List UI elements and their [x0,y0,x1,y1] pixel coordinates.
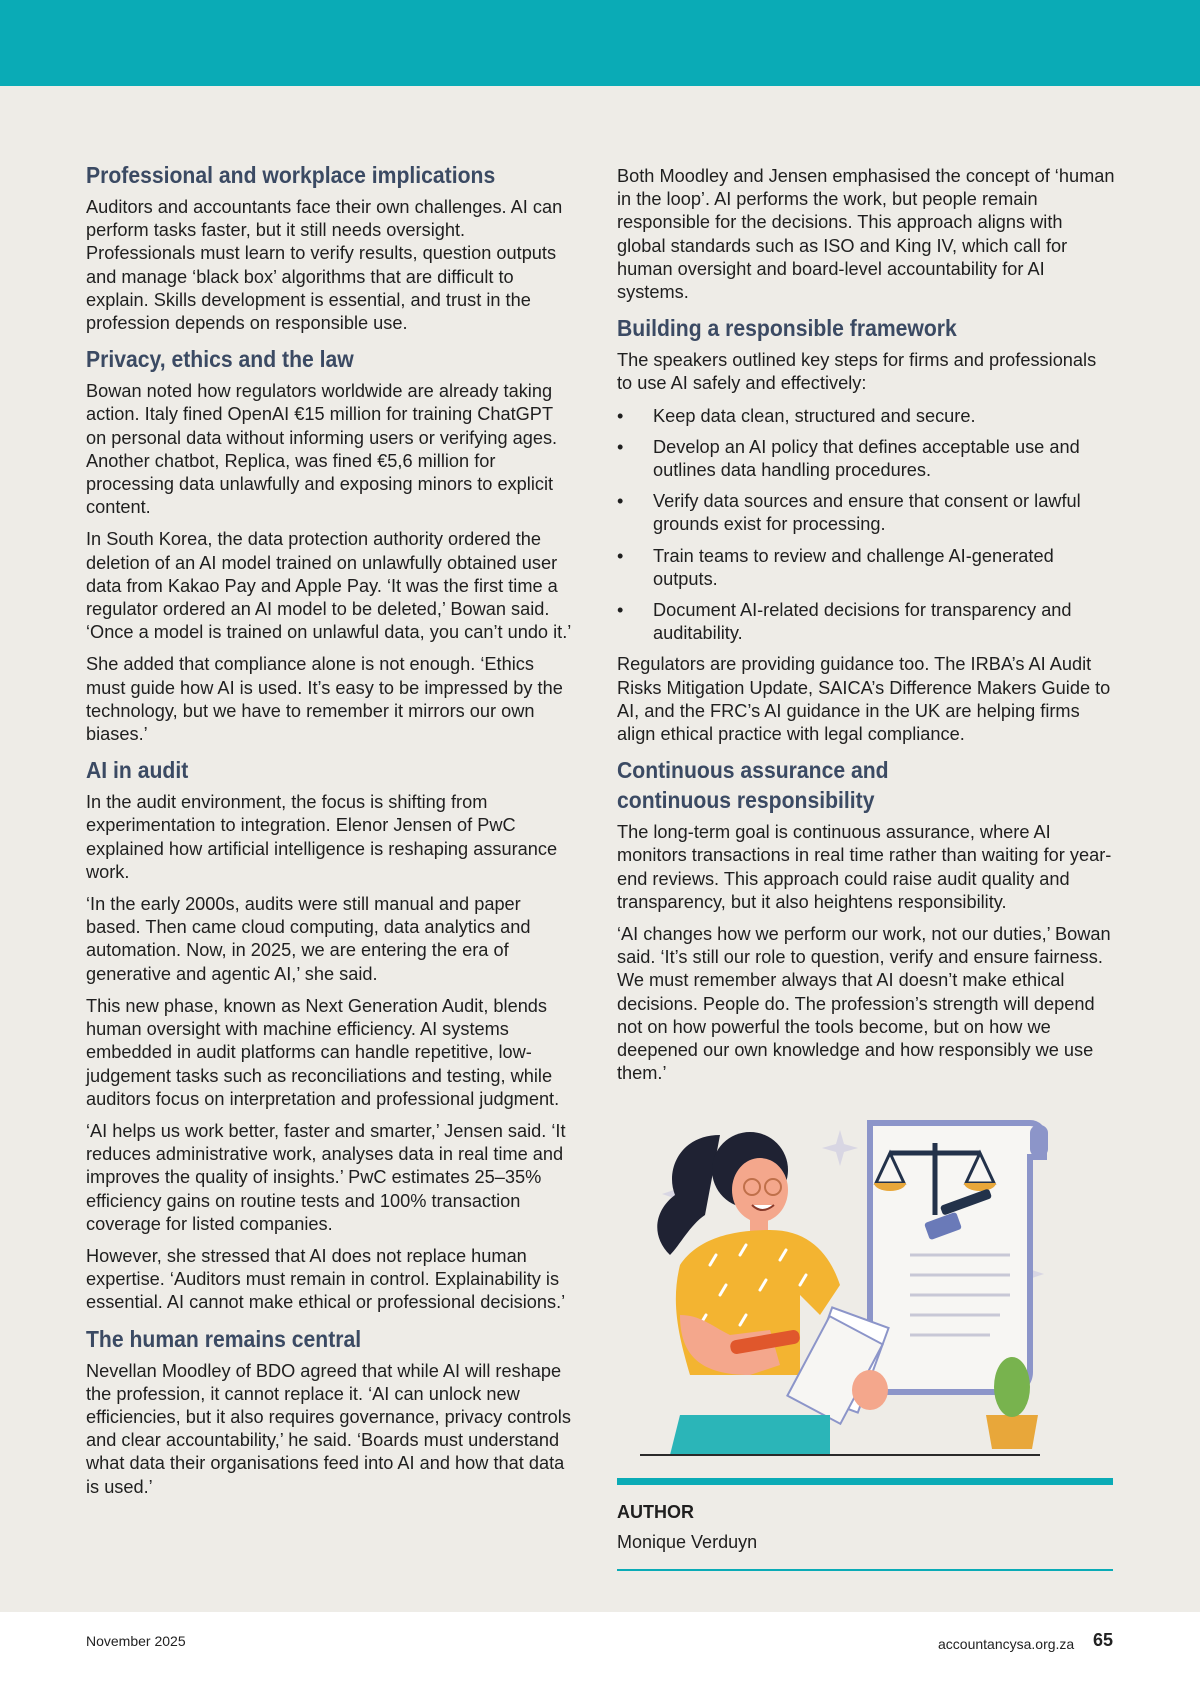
bullet-icon: • [617,600,624,621]
paragraph: The speakers outlined key steps for firms and professionals to use AI safely and effectively: [617,350,1097,394]
heading-continuous-responsibility: continuous responsibility [617,787,875,814]
paragraph: ‘AI changes how we perform our work, not our duties,’ Bowan said. ‘It’s still our role to question, verify and ensure fairness. We must remember always that AI doesn’t make ethical decisions. People do. The profession’s strength will depend not on how powerful the tools become, but on how we deepened our own knowledge and how responsibly we use them.’ [617,924,1111,1084]
paragraph: In the audit environment, the focus is shifting from experimentation to integration. Elenor Jensen of PwC explained how artificial intelligence is reshaping assurance work. [86,792,558,882]
footer-date: November 2025 [86,1633,186,1649]
heading-professional-implications: Professional and workplace implications [86,162,496,188]
author-name: Monique Verduyn [617,1532,758,1552]
heading-responsible-framework: Building a responsible framework [617,315,957,342]
paragraph: Bowan noted how regulators worldwide are already taking action. Italy fined OpenAI €15 million for training ChatGPT on personal data without informing users or verifying ages. Another chatbot, Replica, was fined €5,6 million for processing data unlawfully and exposing minors to explicit content. [86,381,558,518]
paragraph: The long-term goal is continuous assurance, where AI monitors transactions in real time rather than waiting for year-end reviews. This approach could raise audit quality and transparency, but it also heightens responsibility. [617,822,1112,912]
paragraph: ‘AI helps us work better, faster and smarter,’ Jensen said. ‘It reduces administrative work, analyses data in real time and improves the quality of insights.’ PwC estimates 25–35% efficiency gains on routine tests and 100% transaction coverage for listed companies. [86,1120,566,1234]
bullet-icon: • [617,491,624,512]
paragraph: This new phase, known as Next Generation Audit, blends human oversight with machine efficiency. AI systems embedded in audit platforms can handle repetitive, low-judgement tasks such as reconciliations and testing, while auditors focus on interpretation and professional judgment. [86,995,560,1109]
paragraph: Both Moodley and Jensen emphasised the concept of ‘human in the loop’. AI performs the work, but people remain responsible for the decisions. This approach aligns with global standards such as ISO and King IV, which call for human oversight and board-level accountability for AI systems. [617,166,1115,303]
list-item: • Keep data clean, structured and secure. [617,405,1115,428]
bullet-icon: • [617,436,624,457]
top-color-band [0,0,1200,86]
paragraph: Nevellan Moodley of BDO agreed that while AI will reshape the profession, it cannot replace it. ‘AI can unlock new efficiencies, but it also requires governance, privacy controls and clear accountability,’ he said. ‘Boards must understand what data their organisations feed into AI and how that data is used.’ [86,1360,571,1497]
author-rule-top [617,1478,1113,1485]
page-footer [0,1612,1200,1696]
list-item: • Document AI-related decisions for transparency and auditability. [617,600,1072,644]
heading-continuous-assurance: Continuous assurance and [617,757,889,784]
auditor-illustration [640,1115,1080,1460]
heading-human-remains-central: The human remains central [86,1325,362,1352]
steps-list [617,405,1115,646]
author-rule-bottom [617,1569,1113,1571]
paragraph: Auditors and accountants face their own challenges. AI can perform tasks faster, but it still needs oversight. Professionals must learn to verify results, question outputs and manage ‘black box’ algorithms that are difficult to explain. Skills development is essential, and trust in the profession depends on responsible use. [86,197,563,334]
paragraph: Regulators are providing guidance too. The IRBA’s AI Audit Risks Mitigation Update, SAICA’s Difference Makers Guide to AI, and the FRC’s AI guidance in the UK are helping firms align ethical practice with legal compliance. [617,654,1111,745]
right-column [617,165,1115,1095]
page-number: 65 [1093,1630,1114,1650]
list-item: • Verify data sources and ensure that consent or lawful grounds exist for processing. [617,491,1081,535]
paragraph: However, she stressed that AI does not replace human expertise. ‘Auditors must remain in control. Explainability is essential. AI cannot make ethical or professional decisions.’ [86,1245,566,1313]
list-item: • Develop an AI policy that defines acceptable use and outlines data handling procedures. [617,436,1080,481]
heading-ai-in-audit: AI in audit [86,757,189,784]
left-column [86,160,576,1508]
footer-website: accountancysa.org.za [938,1636,1075,1652]
list-item: • Train teams to review and challenge AI-generated outputs. [617,545,1054,589]
paragraph: In South Korea, the data protection authority ordered the deletion of an AI model trained on unlawfully obtained user data from Kakao Pay and Apple Pay. ‘It was the first time a regulator ordered an AI model to be deleted,’ Bowan said. ‘Once a model is trained on unlawful data, you can’t undo it.’ [86,529,572,643]
bullet-icon: • [617,545,624,566]
heading-privacy-ethics-law: Privacy, ethics and the law [86,346,354,373]
bullet-icon: • [617,405,624,426]
author-label: AUTHOR [617,1502,694,1522]
paragraph: ‘In the early 2000s, audits were still manual and paper based. Then came cloud computing, data analytics and automation. Now, in 2025, we are entering the era of generative and agentic AI,’ she said. [86,894,531,984]
paragraph: She added that compliance alone is not enough. ‘Ethics must guide how AI is used. It’s easy to be impressed by the technology, but we have to remember it mirrors our own biases.’ [86,654,563,745]
